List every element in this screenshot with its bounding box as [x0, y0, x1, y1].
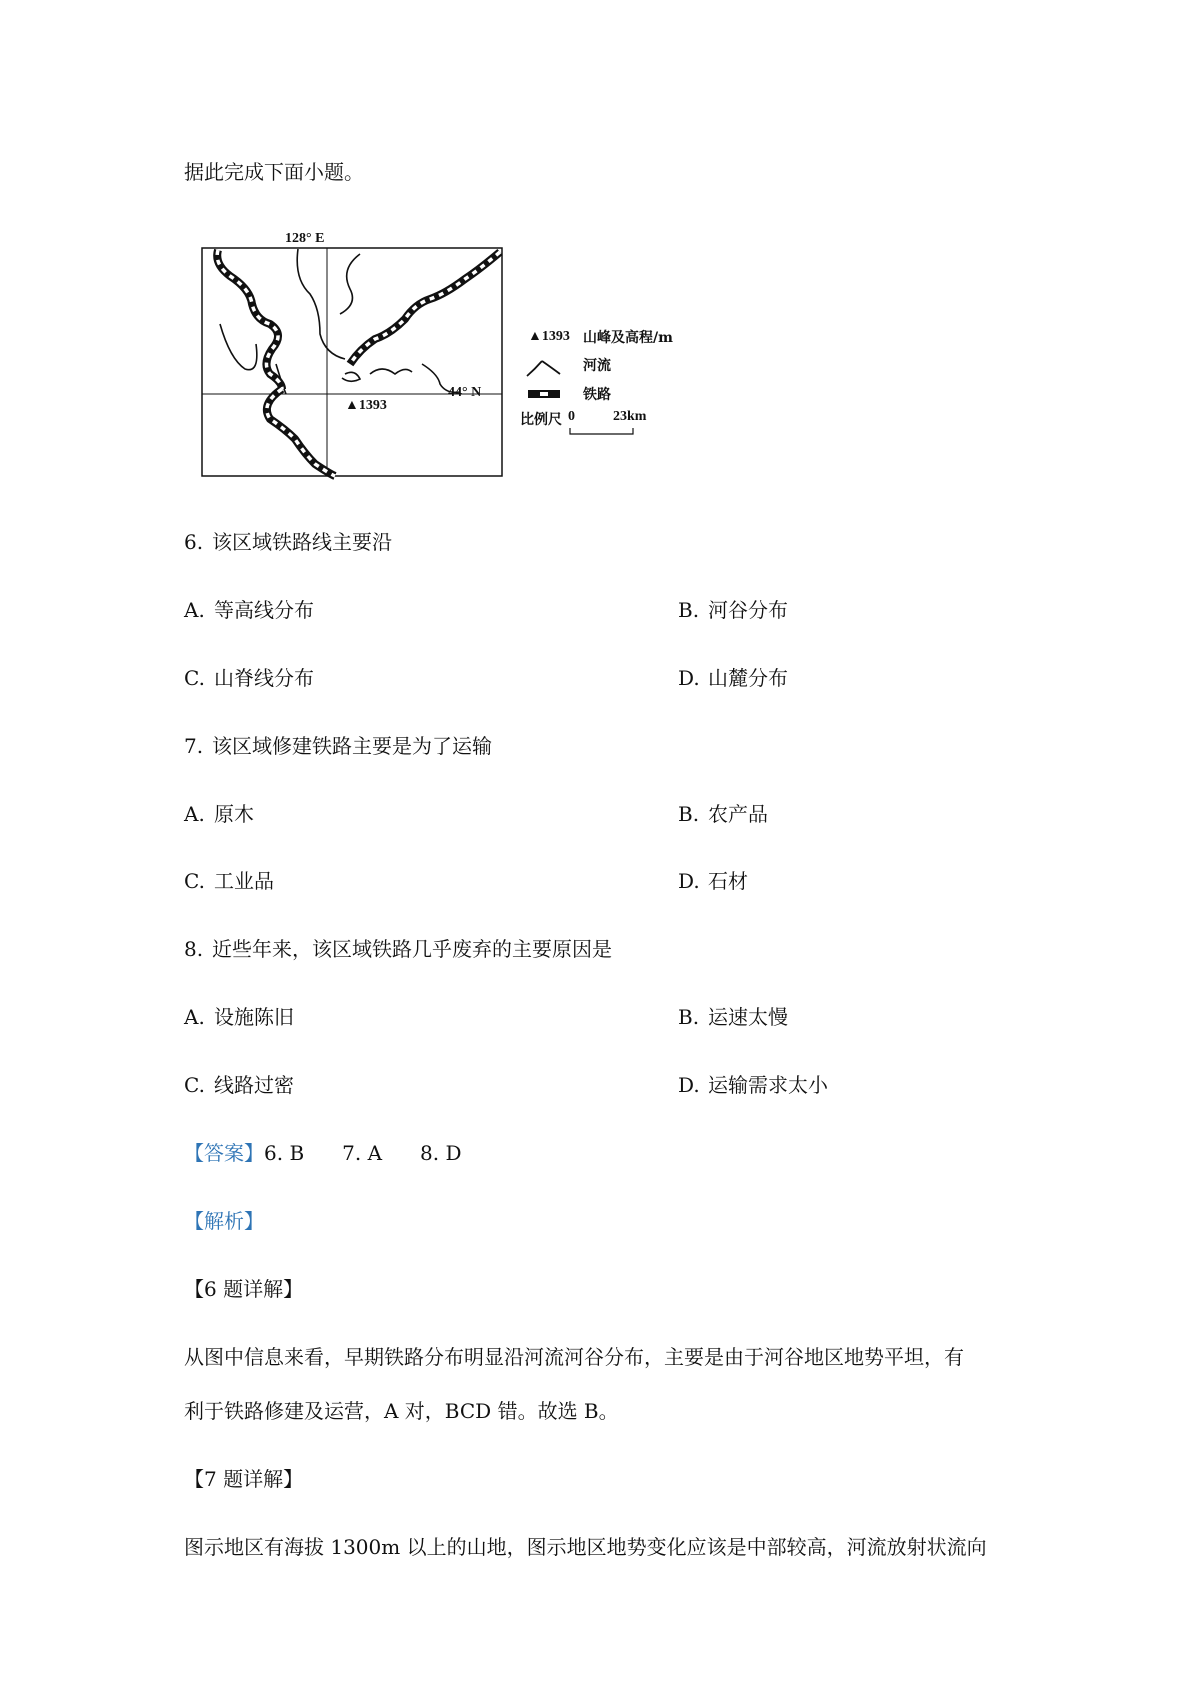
- railway-northeast: [350, 252, 500, 364]
- question-number: 6.: [184, 530, 204, 554]
- q6-option-c: [184, 664, 314, 692]
- option-text: 原木: [214, 802, 254, 826]
- q7-option-b: [678, 800, 768, 828]
- option-text: 等高线分布: [214, 598, 314, 622]
- peak-label: ▲1393: [345, 398, 387, 413]
- question-8: [184, 935, 612, 963]
- river-north: [340, 254, 360, 314]
- map-figure: [190, 224, 720, 480]
- question-number: 7.: [184, 734, 204, 758]
- option-letter: C.: [184, 666, 205, 690]
- river-southwest: [220, 324, 257, 370]
- option-text: 山麓分布: [708, 666, 788, 690]
- answer-item-8: 8. D: [420, 1141, 462, 1165]
- q7-option-a: [184, 800, 254, 828]
- legend-rail-symbol: [528, 390, 560, 398]
- detail-6-line-2: 利于铁路修建及运营，A 对，BCD 错。故选 B。: [184, 1399, 619, 1423]
- option-letter: B.: [678, 598, 700, 622]
- option-letter: D.: [678, 1073, 700, 1097]
- option-letter: A.: [184, 1005, 205, 1029]
- analysis-label: 【解析】: [184, 1209, 264, 1233]
- option-text: 设施陈旧: [214, 1005, 294, 1029]
- option-letter: A.: [184, 598, 205, 622]
- legend-river-symbol: [527, 361, 560, 376]
- option-letter: B.: [678, 1005, 700, 1029]
- railway-south: [267, 389, 335, 476]
- river-central: [297, 249, 345, 359]
- detail-7-line-1: 图示地区有海拔 1300m 以上的山地，图示地区地势变化应该是中部较高，河流放射状流向: [184, 1535, 987, 1559]
- detail-6-heading: 【6 题详解】: [184, 1277, 304, 1301]
- option-text: 运速太慢: [708, 1005, 788, 1029]
- q8-option-b: [678, 1003, 788, 1031]
- option-text: 河谷分布: [708, 598, 788, 622]
- q6-option-b: [678, 596, 788, 624]
- option-letter: C.: [184, 1073, 205, 1097]
- legend-rail-text: 铁路: [583, 387, 611, 403]
- legend-scale-text: 比例尺: [520, 412, 562, 428]
- detail-6-line-1: 从图中信息来看，早期铁路分布明显沿河流河谷分布，主要是由于河谷地区地势平坦，有: [184, 1345, 964, 1369]
- q6-option-d: [678, 664, 788, 692]
- option-text: 农产品: [708, 802, 768, 826]
- option-text: 运输需求太小: [708, 1073, 828, 1097]
- option-letter: B.: [678, 802, 700, 826]
- legend-scale-bar: [570, 428, 633, 434]
- intro-text: 据此完成下面小题。: [184, 160, 364, 184]
- question-text: 该区域修建铁路主要是为了运输: [212, 734, 492, 758]
- answer-item-7: 7. A: [342, 1141, 383, 1165]
- legend-scale-zero: 0: [568, 409, 575, 424]
- railway-west: [217, 250, 282, 389]
- detail-7-heading: 【7 题详解】: [184, 1467, 304, 1491]
- option-text: 工业品: [214, 869, 274, 893]
- latitude-label: 44° N: [448, 385, 482, 400]
- option-letter: A.: [184, 802, 205, 826]
- q8-option-c: [184, 1071, 294, 1099]
- river-east-small: [370, 369, 412, 374]
- legend-peak-text: 山峰及高程/m: [583, 330, 673, 346]
- q6-option-a: [184, 596, 314, 624]
- legend-peak-sample: ▲1393: [528, 329, 570, 344]
- legend-river-text: 河流: [583, 358, 611, 374]
- answer-label: 【答案】: [184, 1141, 264, 1165]
- longitude-label: 128° E: [285, 231, 325, 246]
- answer-line: [184, 1139, 462, 1167]
- option-letter: D.: [678, 869, 700, 893]
- river-curl: [342, 372, 360, 381]
- q7-option-d: [678, 867, 748, 895]
- option-text: 石材: [708, 869, 748, 893]
- question-text: 该区域铁路线主要沿: [212, 530, 392, 554]
- option-letter: D.: [678, 666, 700, 690]
- question-7: [184, 732, 492, 760]
- option-letter: C.: [184, 869, 205, 893]
- question-number: 8.: [184, 937, 204, 961]
- option-text: 线路过密: [214, 1073, 294, 1097]
- answer-item-6: 6. B: [264, 1141, 305, 1165]
- question-text: 近些年来，该区域铁路几乎废弃的主要原因是: [212, 937, 612, 961]
- q8-option-a: [184, 1003, 294, 1031]
- map-svg: [190, 224, 720, 480]
- option-text: 山脊线分布: [214, 666, 314, 690]
- question-6: [184, 528, 392, 556]
- q8-option-d: [678, 1071, 828, 1099]
- q7-option-c: [184, 867, 274, 895]
- legend-scale-end: 23km: [613, 409, 647, 424]
